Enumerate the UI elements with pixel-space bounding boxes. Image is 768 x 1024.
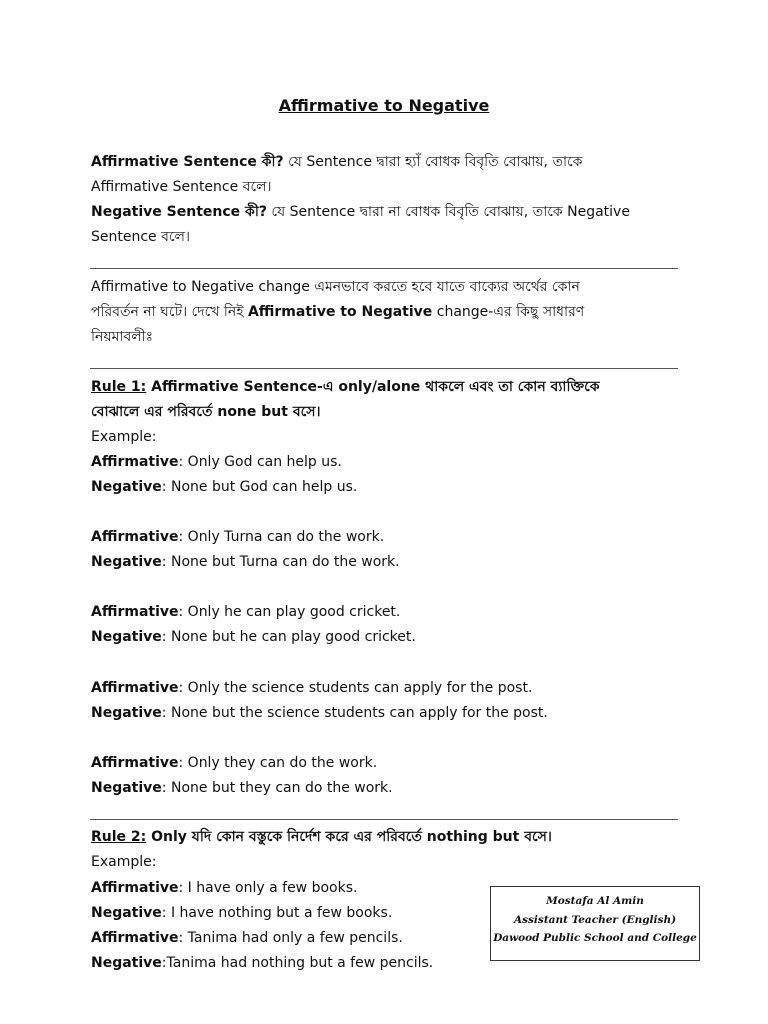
separator: :	[161, 705, 167, 721]
example-affirmative	[91, 676, 681, 701]
negative-label: Negative	[91, 479, 162, 495]
example-text: I have only a few books.	[183, 880, 358, 896]
separator: :	[161, 905, 167, 921]
affirmative-label: Affirmative	[91, 930, 179, 946]
divider	[90, 819, 678, 820]
affirmative-definition-cont: Affirmative Sentence বলে।	[91, 179, 272, 195]
example-text: Only they can do the work.	[183, 755, 378, 771]
example-text: Only God can help us.	[183, 454, 342, 470]
separator: :	[178, 454, 184, 470]
example-affirmative	[91, 450, 681, 475]
negative-definition-line	[91, 200, 681, 225]
negative-label: Negative	[91, 705, 162, 721]
change-paragraph-line-3: নিয়মাবলীঃ	[91, 329, 154, 345]
example-text: None but Turna can do the work.	[166, 554, 400, 570]
affirmative-definition-text: যে Sentence দ্বারা হ্যাঁ বোধক বিবৃতি বোঝায়, তাকে	[283, 154, 583, 170]
negative-definition-text: যে Sentence দ্বারা না বোধক বিবৃতি বোঝায়, তাকে Negative	[266, 204, 630, 220]
affirmative-definition-line	[91, 150, 681, 175]
change-text: পরিবর্তন না ঘটে। দেখে নিই	[91, 304, 248, 320]
example-text: None but he can play good cricket.	[166, 629, 416, 645]
separator: :	[161, 629, 167, 645]
example-text: Only the science students can apply for the post.	[183, 680, 533, 696]
negative-label: Negative	[91, 629, 162, 645]
example-text: Only Turna can do the work.	[183, 529, 385, 545]
affirmative-definition-label: Affirmative Sentence কী?	[91, 154, 284, 170]
example-negative	[91, 701, 681, 726]
example-negative	[91, 625, 681, 650]
divider	[90, 368, 678, 369]
negative-label: Negative	[91, 955, 162, 971]
rule-1-heading-cont: বোঝালে এর পরিবর্তে none but বসে।	[91, 404, 321, 420]
separator: :	[161, 955, 167, 971]
rule-1-label: Rule 1:	[91, 379, 147, 395]
change-paragraph-line-2	[91, 300, 681, 325]
example-text: Tanima had only a few pencils.	[183, 930, 403, 946]
example-affirmative	[91, 525, 681, 550]
example-text: Only he can play good cricket.	[183, 604, 401, 620]
separator: :	[178, 880, 184, 896]
example-text: None but God can help us.	[166, 479, 358, 495]
negative-definition-cont: Sentence বলে।	[91, 229, 190, 245]
example-negative	[91, 776, 681, 801]
separator: :	[161, 780, 167, 796]
example-label: Example:	[91, 429, 157, 445]
example-text: None but they can do the work.	[166, 780, 393, 796]
author-institution: Dawood Public School and College	[493, 932, 697, 944]
author-signature-box	[490, 886, 700, 961]
affirmative-label: Affirmative	[91, 604, 179, 620]
example-label: Example:	[91, 854, 157, 870]
example-text: None but the science students can apply for the post.	[166, 705, 548, 721]
example-affirmative	[91, 751, 681, 776]
rule-2-label: Rule 2:	[91, 829, 147, 845]
change-paragraph-line-1: Affirmative to Negative change এমনভাবে করতে হবে যাতে বাক্যের অর্থের কোন	[91, 279, 580, 295]
affirmative-label: Affirmative	[91, 880, 179, 896]
divider	[90, 268, 678, 269]
affirmative-label: Affirmative	[91, 680, 179, 696]
change-text-end: change-এর কিছু সাধারণ	[432, 304, 585, 320]
separator: :	[161, 479, 167, 495]
rule-2-text: Only যদি কোন বস্তুকে নির্দেশ করে এর পরিবর্তে nothing but বসে।	[146, 829, 552, 845]
separator: :	[178, 680, 184, 696]
author-designation: Assistant Teacher (English)	[513, 913, 677, 926]
example-text: Tanima had nothing but a few pencils.	[166, 955, 434, 971]
change-bold-text: Affirmative to Negative	[247, 304, 433, 320]
example-negative	[91, 475, 681, 500]
affirmative-label: Affirmative	[91, 529, 179, 545]
affirmative-label: Affirmative	[91, 454, 179, 470]
negative-label: Negative	[91, 905, 162, 921]
separator: :	[178, 930, 184, 946]
author-name: Mostafa Al Amin	[546, 895, 644, 907]
negative-definition-label: Negative Sentence কী?	[91, 204, 267, 220]
separator: :	[161, 554, 167, 570]
negative-label: Negative	[91, 554, 162, 570]
separator: :	[178, 604, 184, 620]
page-title: Affirmative to Negative	[278, 96, 490, 115]
affirmative-label: Affirmative	[91, 755, 179, 771]
example-text: I have nothing but a few books.	[166, 905, 393, 921]
negative-label: Negative	[91, 780, 162, 796]
separator: :	[178, 755, 184, 771]
separator: :	[178, 529, 184, 545]
example-negative	[91, 550, 681, 575]
rule-1-heading	[91, 375, 681, 400]
rule-2-heading	[91, 825, 681, 850]
rule-1-text: Affirmative Sentence-এ only/alone থাকলে এবং তা কোন ব্যাক্তিকে	[146, 379, 600, 395]
example-affirmative	[91, 600, 681, 625]
